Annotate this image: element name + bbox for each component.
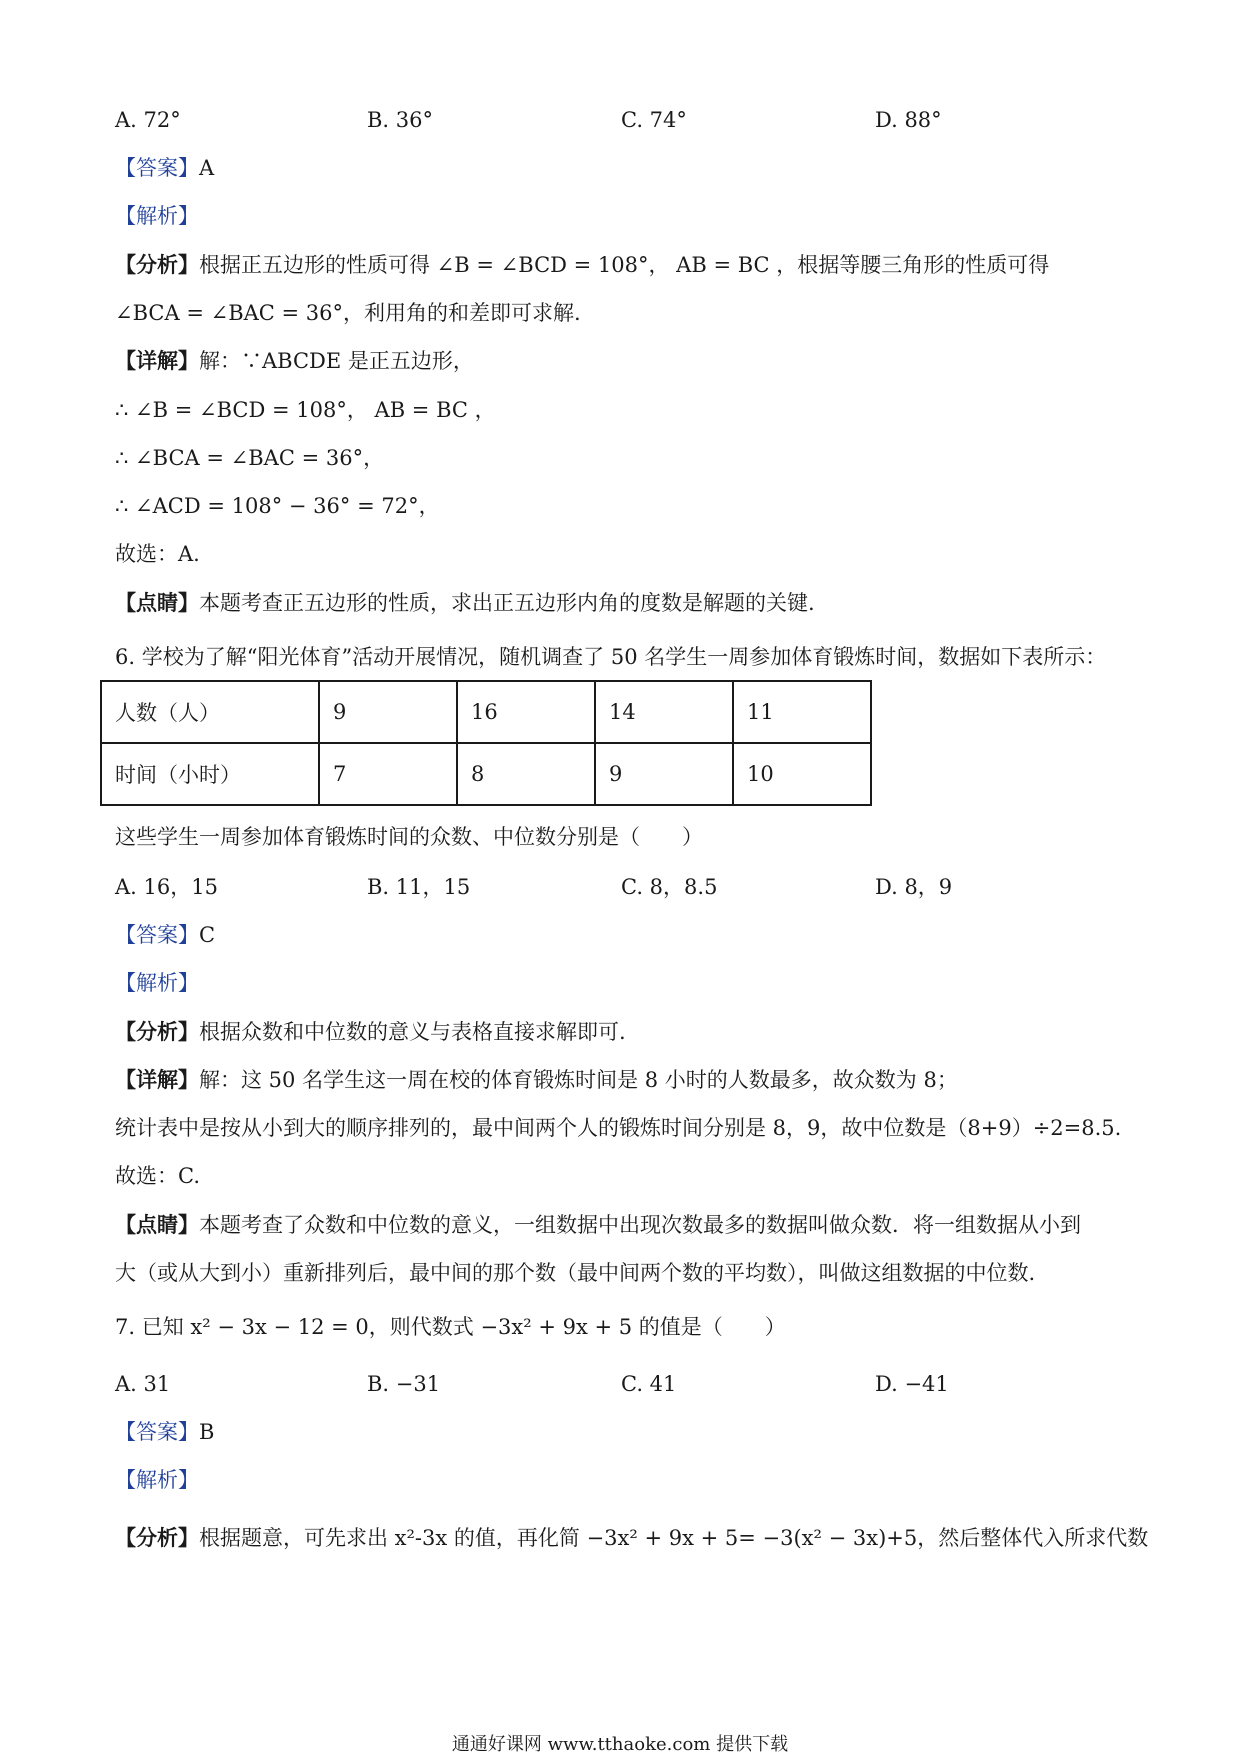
q6-question: 这些学生一周参加体育锻炼时间的众数、中位数分别是（ ） xyxy=(115,825,703,849)
q5-xiangjie-line3: ∴ ∠BCA = ∠BAC = 36°， xyxy=(115,446,385,470)
q5-fenxi-line1 xyxy=(115,251,1049,279)
xiangjie-text: 解：∵ABCDE 是正五边形， xyxy=(199,349,474,373)
fenxi-text: 根据众数和中位数的意义与表格直接求解即可. xyxy=(199,1020,626,1044)
answer-tag: 【答案】 xyxy=(115,1420,199,1444)
q6-fenxi xyxy=(115,1018,626,1046)
q6-option-d: D. 8，9 xyxy=(875,875,953,899)
table-header-cell: 人数（人） xyxy=(101,681,319,743)
q5-analysis-tag: 【解析】 xyxy=(115,204,199,228)
fenxi-tag: 【分析】 xyxy=(115,1019,199,1044)
table-row xyxy=(101,681,871,743)
q7-analysis-tag: 【解析】 xyxy=(115,1468,199,1492)
q6-stem: 6. 学校为了解“阳光体育”活动开展情况，随机调查了 50 名学生一周参加体育锻炼时间，数据如下表所示： xyxy=(115,645,1107,669)
answer-value: B xyxy=(199,1420,215,1444)
q5-answer xyxy=(115,154,214,182)
q5-option-b: B. 36° xyxy=(367,108,434,132)
q5-fenxi-line2: ∠BCA = ∠BAC = 36°，利用角的和差即可求解. xyxy=(115,301,581,325)
q6-data-table xyxy=(100,680,872,806)
q6-option-c: C. 8，8.5 xyxy=(621,875,718,899)
table-cell: 14 xyxy=(595,681,733,743)
answer-tag: 【答案】 xyxy=(115,156,199,180)
q5-xiangjie-line5: 故选：A. xyxy=(115,542,200,566)
q7-stem: 7. 已知 x² − 3x − 12 = 0，则代数式 −3x² + 9x + 5 的值是（ ） xyxy=(115,1315,786,1339)
q6-option-b: B. 11，15 xyxy=(367,875,471,899)
table-cell: 9 xyxy=(595,743,733,805)
table-header-cell: 时间（小时） xyxy=(101,743,319,805)
table-cell: 11 xyxy=(733,681,871,743)
xiangjie-tag: 【详解】 xyxy=(115,1067,199,1092)
dianjing-text: 本题考查了众数和中位数的意义，一组数据中出现次数最多的数据叫做众数．将一组数据从小到 xyxy=(199,1213,1081,1237)
xiangjie-text: 解：这 50 名学生这一周在校的体育锻炼时间是 8 小时的人数最多，故众数为 8； xyxy=(199,1068,958,1092)
q6-answer xyxy=(115,921,215,949)
fenxi-tag: 【分析】 xyxy=(115,252,199,277)
q5-dianjing xyxy=(115,589,815,617)
q6-xiangjie-line1 xyxy=(115,1066,958,1094)
dianjing-tag: 【点睛】 xyxy=(115,590,199,615)
dianjing-tag: 【点睛】 xyxy=(115,1212,199,1237)
answer-value: C xyxy=(199,923,216,947)
q6-xiangjie-line2: 统计表中是按从小到大的顺序排列的，最中间两个人的锻炼时间分别是 8，9，故中位数是（8+9）÷2=8.5. xyxy=(115,1116,1122,1140)
q5-xiangjie-line4: ∴ ∠ACD = 108° − 36° = 72°， xyxy=(115,494,440,518)
q5-option-c: C. 74° xyxy=(621,108,687,132)
q5-option-a: A. 72° xyxy=(115,108,181,132)
q6-dianjing-line2: 大（或从大到小）重新排列后，最中间的那个数（最中间两个数的平均数），叫做这组数据的中位数. xyxy=(115,1261,1036,1285)
q7-option-a: A. 31 xyxy=(115,1372,171,1396)
q6-xiangjie-line3: 故选：C. xyxy=(115,1164,200,1188)
q7-option-c: C. 41 xyxy=(621,1372,677,1396)
q6-dianjing-line1 xyxy=(115,1211,1081,1239)
q7-fenxi xyxy=(115,1524,1148,1552)
fenxi-text: 根据题意，可先求出 x²-3x 的值，再化简 −3x² + 9x + 5= −3(x² − 3x)+5，然后整体代入所求代数 xyxy=(199,1526,1149,1550)
q7-answer xyxy=(115,1418,214,1446)
q5-xiangjie-line1 xyxy=(115,347,474,375)
table-cell: 16 xyxy=(457,681,595,743)
q6-analysis-tag: 【解析】 xyxy=(115,971,199,995)
dianjing-text: 本题考查正五边形的性质，求出正五边形内角的度数是解题的关键. xyxy=(199,591,815,615)
q7-option-b: B. −31 xyxy=(367,1372,441,1396)
xiangjie-tag: 【详解】 xyxy=(115,348,199,373)
q7-option-d: D. −41 xyxy=(875,1372,949,1396)
answer-value: A xyxy=(199,156,215,180)
page-footer: 通通好课网 www.tthaoke.com 提供下载 xyxy=(451,1734,789,1755)
q6-option-a: A. 16，15 xyxy=(115,875,218,899)
table-row xyxy=(101,743,871,805)
table-cell: 9 xyxy=(319,681,457,743)
table-cell: 8 xyxy=(457,743,595,805)
q5-xiangjie-line2: ∴ ∠B = ∠BCD = 108°， AB = BC ， xyxy=(115,398,496,422)
answer-tag: 【答案】 xyxy=(115,923,199,947)
fenxi-tag: 【分析】 xyxy=(115,1525,199,1550)
fenxi-text: 根据正五边形的性质可得 ∠B = ∠BCD = 108°， AB = BC ，根据等腰三角形的性质可得 xyxy=(199,253,1050,277)
table-cell: 10 xyxy=(733,743,871,805)
q5-option-d: D. 88° xyxy=(875,108,942,132)
table-cell: 7 xyxy=(319,743,457,805)
